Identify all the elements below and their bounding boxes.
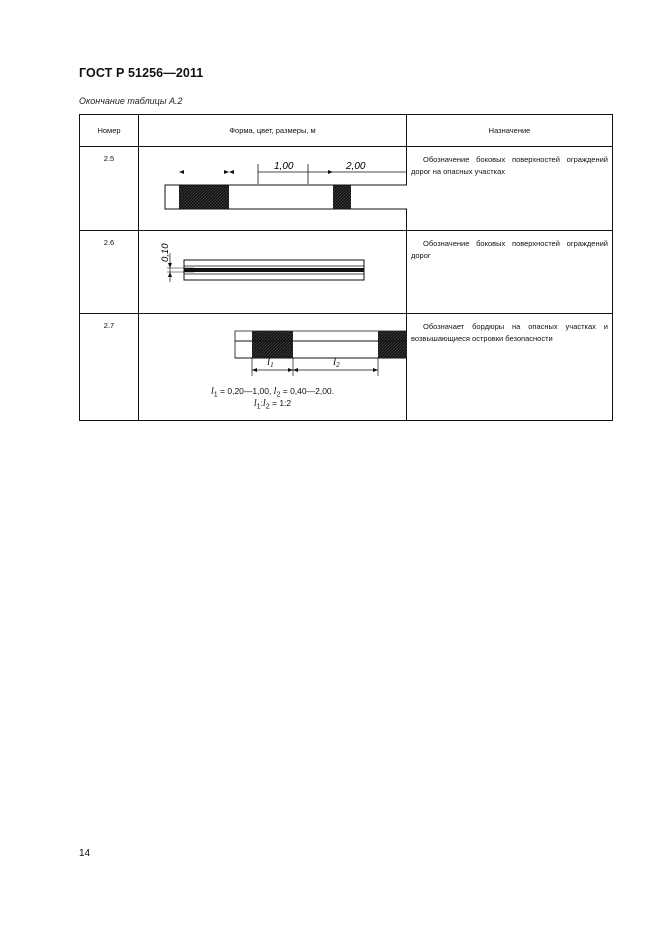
marking-figure-2-6: [139, 231, 407, 314]
row-number: 2.6: [80, 231, 139, 314]
row-number: 2.7: [80, 314, 139, 421]
table-row: [80, 147, 613, 231]
table-caption: Окончание таблицы А.2: [79, 96, 183, 106]
dim-label-1: 1,00: [274, 161, 294, 172]
marking-figure-2-5: [139, 147, 407, 231]
table-row: [80, 231, 613, 314]
purpose-text: Обозначает бордюры на опасных участках и возвышающиеся островки безопасности: [411, 322, 608, 343]
center-stripe-drawing: [139, 231, 407, 313]
header-number: Номер: [80, 115, 139, 147]
row-number: 2.5: [80, 147, 139, 231]
dim-label-3: 0,10: [160, 243, 171, 262]
row-purpose: [407, 231, 613, 314]
dim-label-l1: l1: [267, 356, 274, 369]
row-purpose: [407, 314, 613, 421]
header-purpose: Назначение: [407, 115, 613, 147]
formula-line-2: $l_1:l_2$ = 1:2: [253, 398, 292, 411]
page-number: 14: [79, 848, 91, 859]
purpose-text: Обозначение боковых поверхностей ограждений дорог: [411, 239, 608, 260]
table-row: [80, 314, 613, 421]
table-header-row: [80, 115, 613, 147]
standard-title: ГОСТ Р 51256—2011: [79, 66, 204, 80]
purpose-text: Обозначение боковых поверхностей ограждений дорог на опасных участках: [411, 155, 608, 176]
row-purpose: [407, 147, 613, 231]
marking-table: [79, 114, 613, 421]
dim-label-2: 2,00: [346, 161, 366, 172]
marking-figure-2-7: [139, 314, 407, 421]
header-shape: Форма, цвет, размеры, м: [139, 115, 407, 147]
formula-line-1: $l_1$ = 0,20—1,00, $l_2$ = 0,40—2,00.: [210, 386, 335, 399]
dim-label-l2: l2: [333, 356, 340, 369]
striped-barrier-drawing: [139, 147, 407, 230]
